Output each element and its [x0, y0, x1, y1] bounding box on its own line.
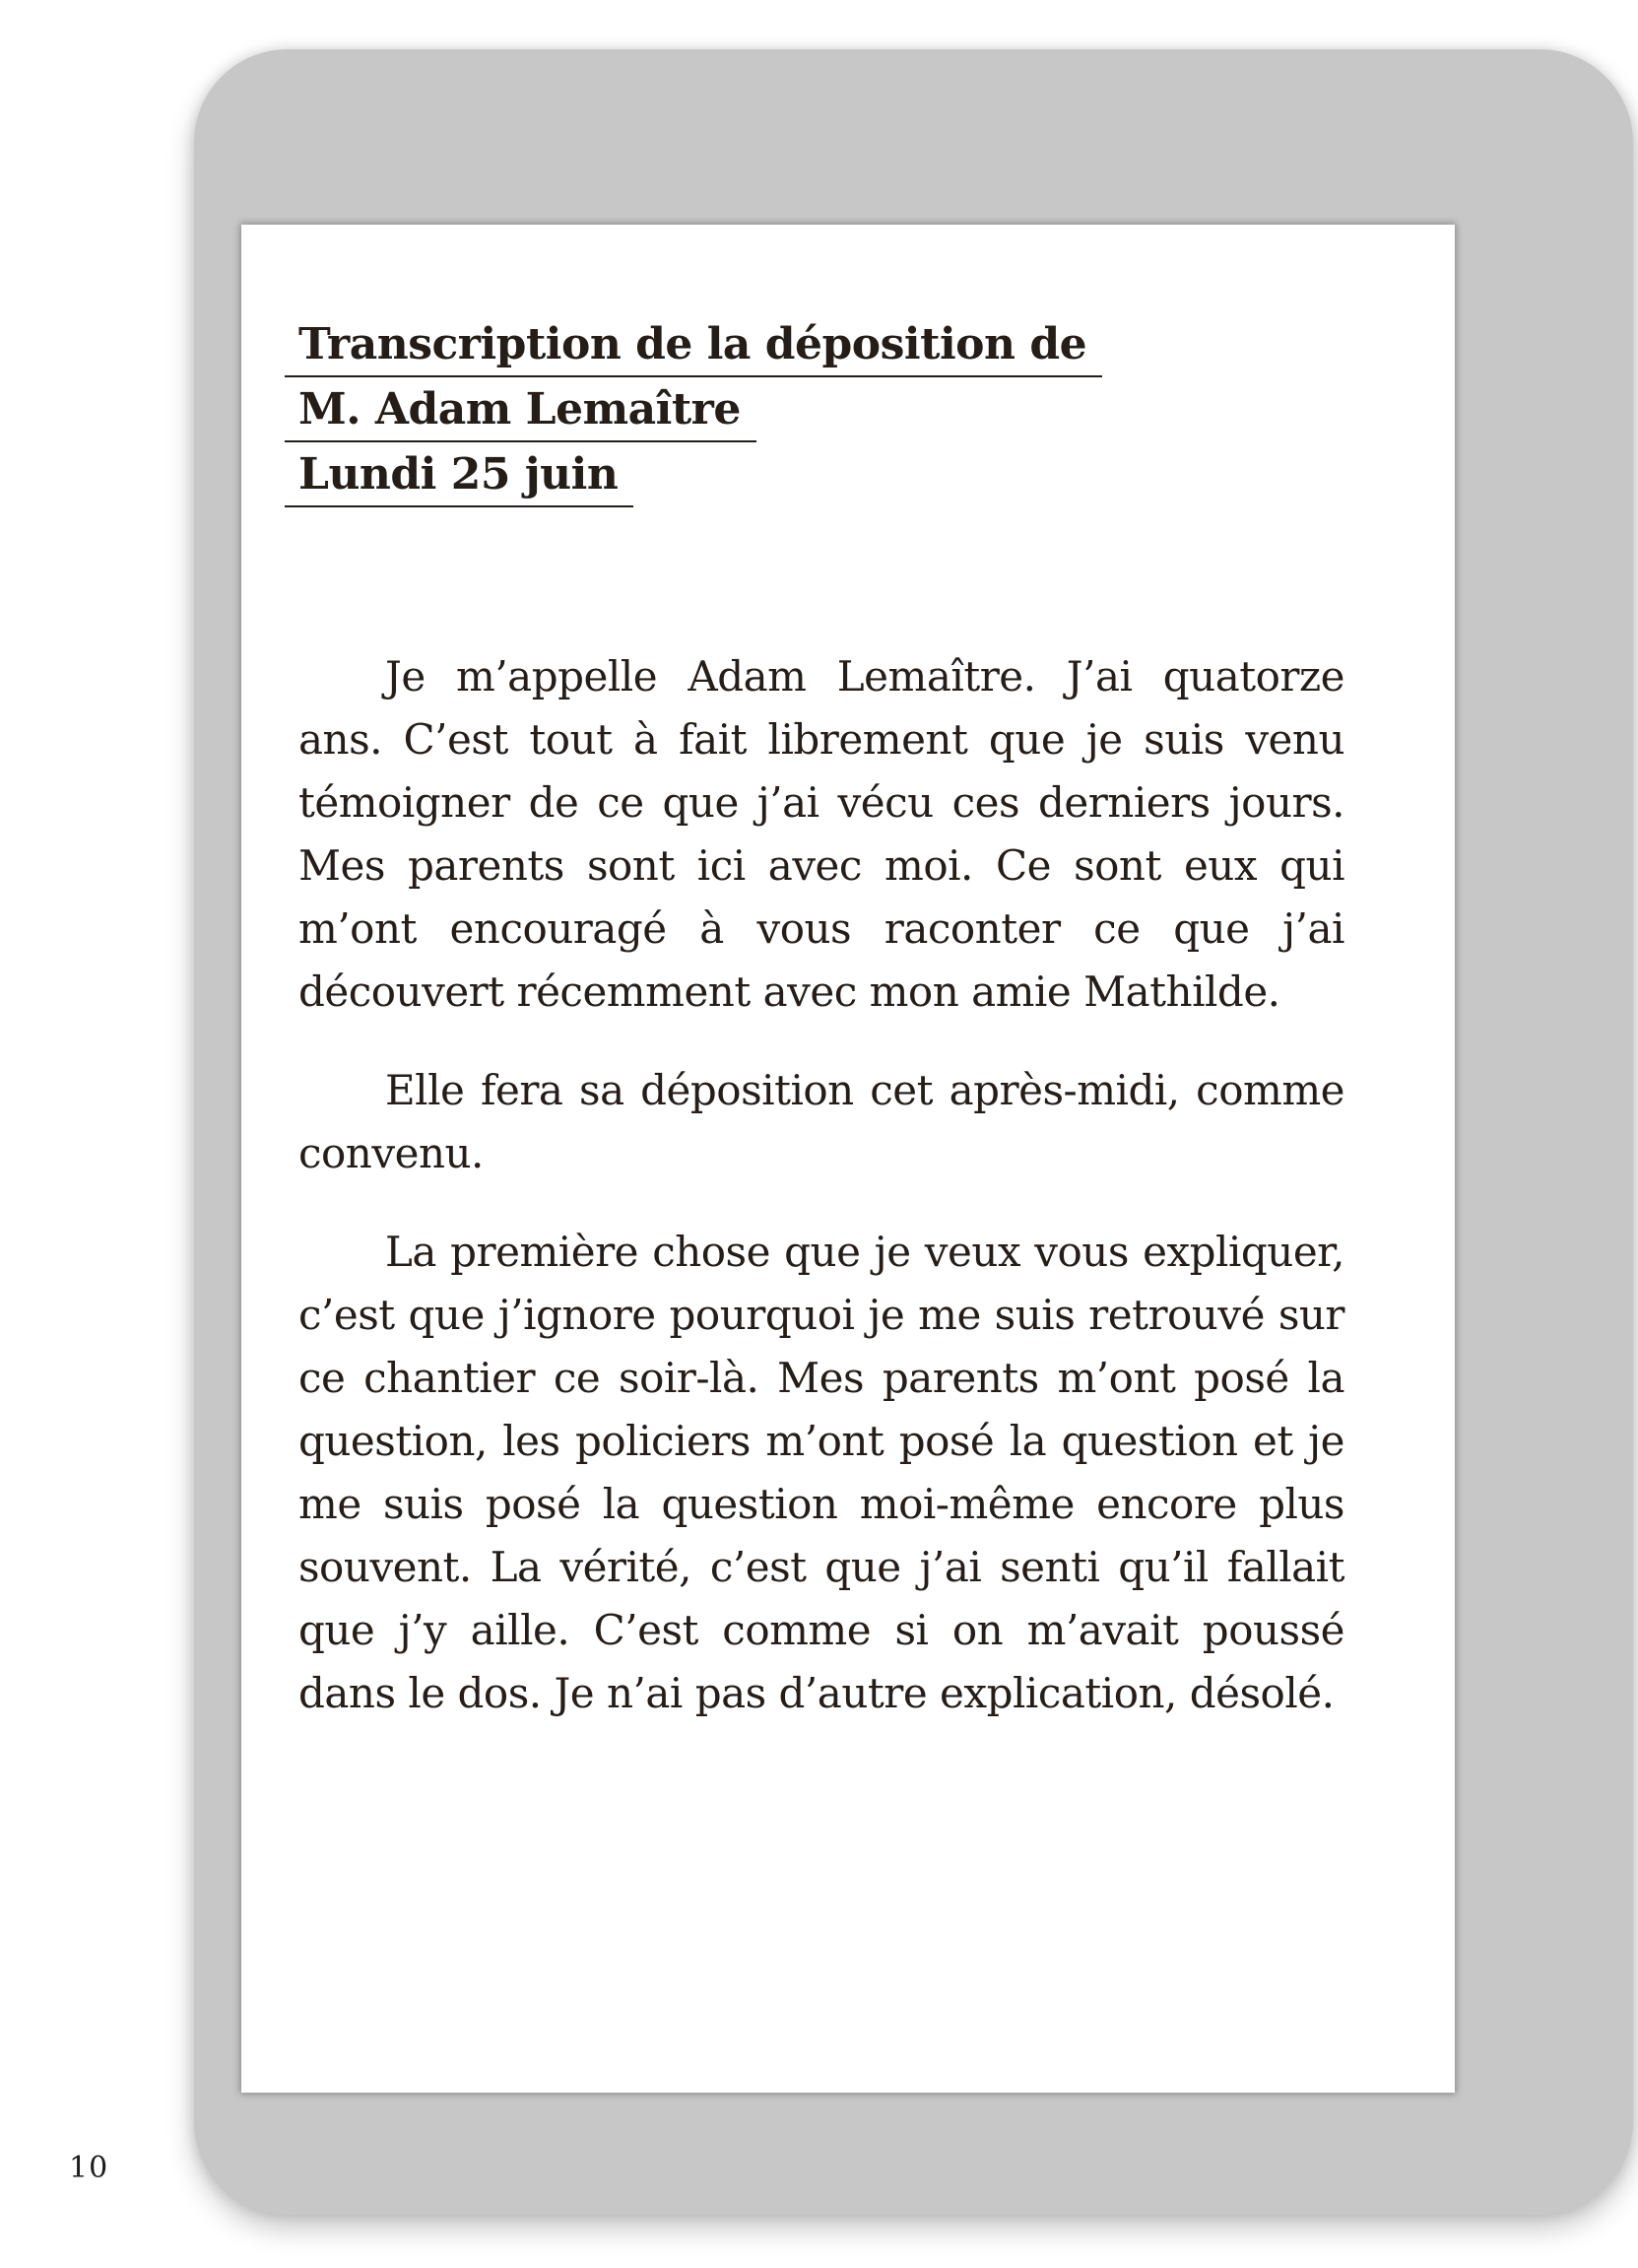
deposition-body [298, 645, 1344, 1725]
deposition-heading [298, 319, 1344, 507]
heading-line-2: M. Adam Lemaître [285, 388, 756, 442]
heading-line-1: Transcription de la déposition de [285, 323, 1102, 377]
deposition-paragraph-2: Elle fera sa déposition cet après-midi, comme convenu. [298, 1066, 1344, 1177]
document-page [241, 225, 1455, 2093]
deposition-paragraph-3: La première chose que je veux vous expliquer, c’est que j’ignore pourquoi je me suis retrouvé sur ce chantier ce soir-là. Mes parents m’ont posé la question, les policiers m’ont posé la question et je me suis posé la question moi-même encore plus souvent. La vérité, c’est que j’ai senti qu’il fallait que j’y aille. C’est comme si on m’avait poussé dans le dos. Je n’ai pas d’autre explication, désolé. [298, 1228, 1344, 1717]
heading-line-3: Lundi 25 juin [285, 453, 633, 507]
page-number: 10 [69, 2151, 109, 2185]
deposition-paragraph-1: Je m’appelle Adam Lemaître. J’ai quatorze ans. C’est tout à fait librement que je suis venu témoigner de ce que j’ai vécu ces derniers jours. Mes parents sont ici avec moi. Ce sont eux qui m’ont encouragé à vous raconter ce que j’ai découvert récemment avec mon amie Mathilde. [298, 652, 1344, 1016]
